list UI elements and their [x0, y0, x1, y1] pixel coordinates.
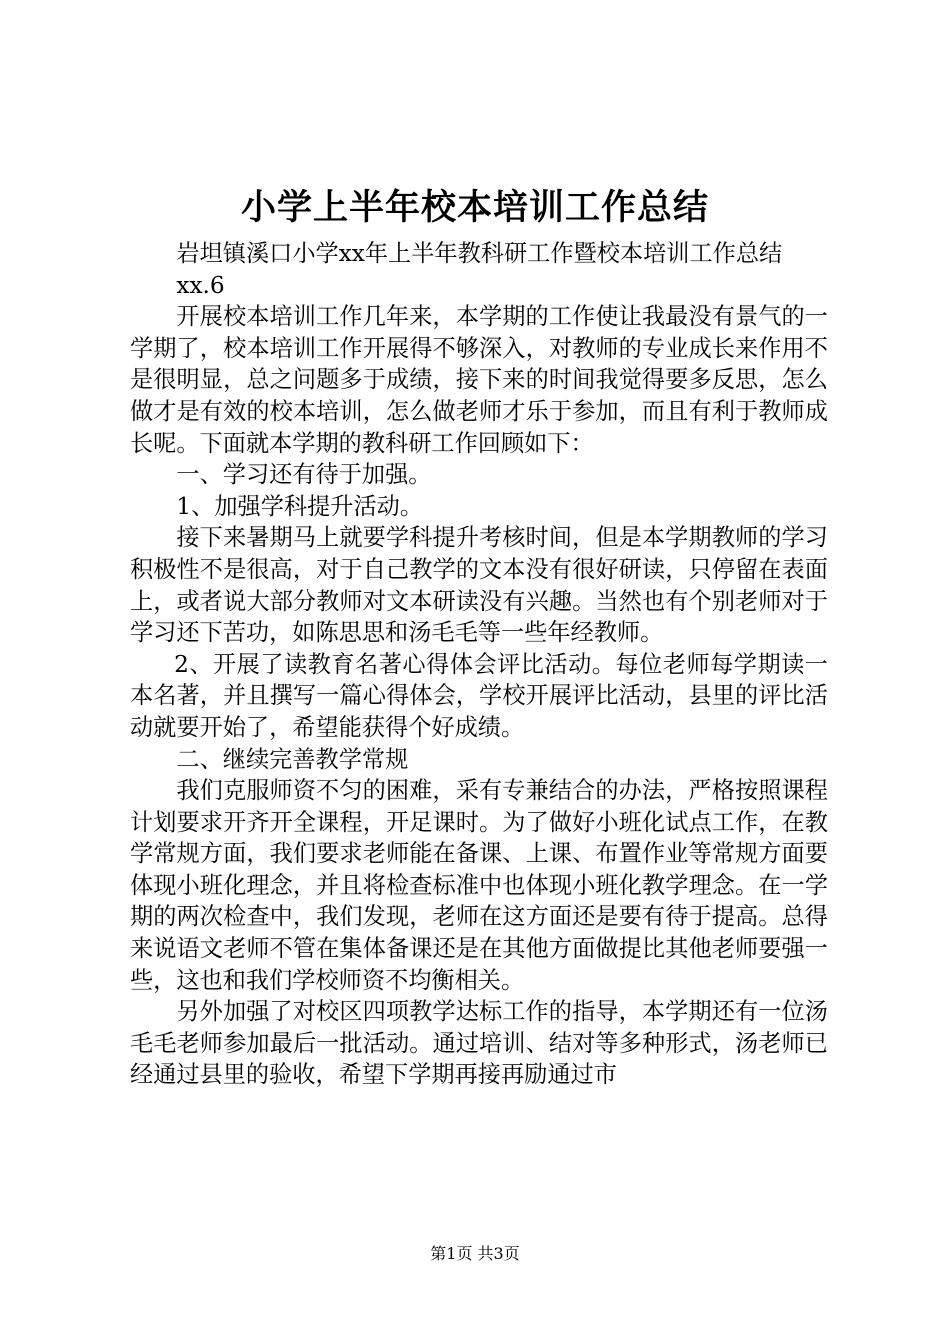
paragraph-1-1: 接下来暑期马上就要学科提升考核时间，但是本学期教师的学习积极性不是很高，对于自己教学的文本没有很好研读，只停留在表面上，或者说大部分教师对文本研读没有兴趣。当然也有个别老师对于学习还下苦功，如陈思思和汤毛毛等一些年经教师。: [130, 524, 828, 647]
paragraph-subtitle: 岩坦镇溪口小学xx年上半年教科研工作暨校本培训工作总结: [176, 240, 783, 267]
paragraph-2-2: 另外加强了对校区四项教学达标工作的指导，本学期还有一位汤毛毛老师参加最后一批活动。通过培训、结对等多种形式，汤老师已经通过县里的验收，希望下学期再接再励通过市: [130, 998, 828, 1089]
paragraph-intro: 开展校本培训工作几年来，本学期的工作使让我最没有景气的一学期了，校本培训工作开展得不够深入，对教师的专业成长来作用不是很明显，总之问题多于成绩，接下来的时间我觉得要多反思，怎么做才是有效的校本培训，怎么做老师才乐于参加，而且有利于教师成长呢。下面就本学期的教科研工作回顾如下：: [130, 303, 828, 457]
document-body: [130, 238, 828, 1091]
paragraph-1-2: 2、开展了读教育名著心得体会评比活动。每位老师每学期读一本名著，并且撰写一篇心得体会，学校开展评比活动，县里的评比活动就要开始了，希望能获得个好成绩。: [130, 650, 828, 741]
paragraph-date: xx.6: [176, 271, 225, 299]
paragraph-2-1: 我们克服师资不匀的困难，采有专兼结合的办法，严格按照课程计划要求开齐开全课程，开足课时。为了做好小班化试点工作，在教学常规方面，我们要求老师能在备课、上课、布置作业等常规方面要体现小班化理念，并且将检查标准中也体现小班化教学理念。在一学期的两次检查中，我们发现，老师在这方面还是要有待于提高。总得来说语文老师不管在集体备课还是在其他方面做提比其他老师要强一些，这也和我们学校师资不均衡相关。: [130, 777, 828, 994]
heading-section-2: 二、继续完善教学常规: [176, 745, 409, 773]
document-title: 小学上半年校本培训工作总结: [240, 187, 709, 228]
heading-subsection-1-1: 1、加强学科提升活动。: [176, 492, 424, 520]
page-footer: 第1页 共3页: [430, 1244, 520, 1263]
heading-section-1: 一、学习还有待于加强。: [176, 461, 432, 489]
